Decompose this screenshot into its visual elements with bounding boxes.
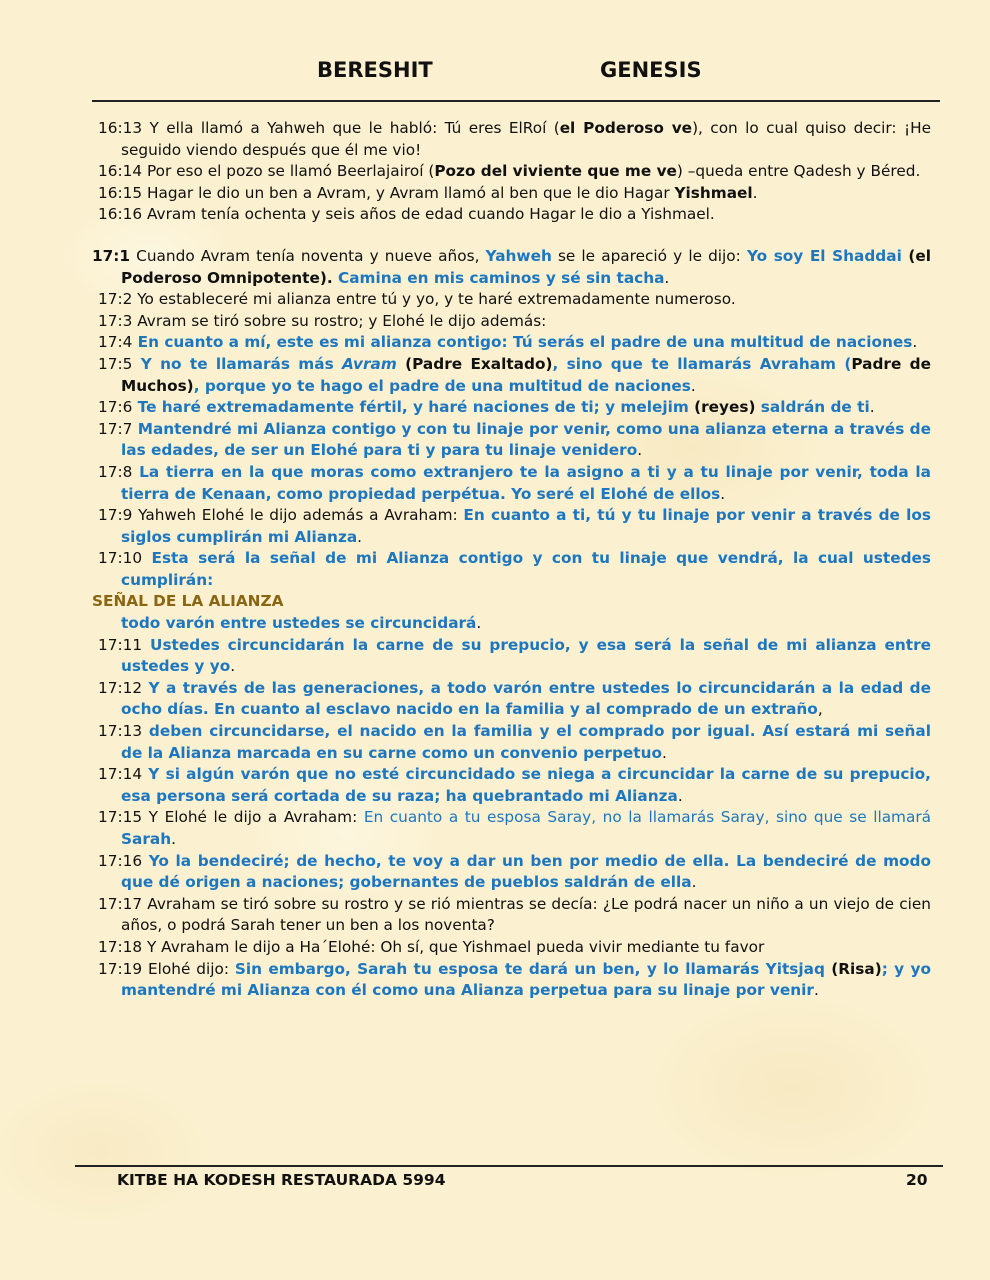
verse-speech-plain: En cuanto a tu esposa Saray, no la llamarás Saray, sino que se llamará — [363, 808, 931, 827]
verse-text: . — [869, 398, 875, 417]
verse-number: 17:14 — [98, 765, 143, 784]
verse-17-15 — [92, 807, 931, 850]
verse-text: ) –queda entre Qadesh y Béred. — [676, 162, 921, 181]
verse-17-1 — [92, 246, 931, 289]
verse-text: Hagar le dio un ben a Avram, y Avram llamó al ben que le dio Hagar — [142, 183, 675, 202]
verse-text: . — [677, 786, 683, 805]
verse-speech: Y a través de las generaciones, a todo varón entre ustedes lo circuncidarán a la edad de ocho días. En cuanto al esclavo nacido en la familia y al comprado de un extraño — [121, 678, 931, 719]
verse-17-17 — [92, 894, 931, 937]
verse-text: Avram tenía ochenta y seis años de edad cuando Hagar le dio a Yishmael. — [142, 205, 715, 224]
verse-17-10 — [92, 548, 931, 591]
verse-text: . — [637, 441, 643, 460]
verse-text: Yo estableceré mi alianza entre tú y yo, y te haré extremadamente numeroso. — [132, 290, 736, 309]
verse-speech: Y si algún varón que no esté circuncidado se niega a circuncidar la carne de su prepucio, esa persona será cortada de su raza; ha quebrantado mi Alianza — [121, 765, 931, 805]
verse-text: Por eso el pozo se llamó Beerlajairoí ( — [142, 162, 435, 181]
verse-speech: Sin embargo, Sarah tu esposa te dará un ben, y lo llamarás Yitsjaq — [234, 959, 832, 978]
verse-text: se le apareció y le dijo: — [551, 246, 747, 265]
verse-speech: Camina en mis caminos y sé sin tacha — [332, 268, 665, 287]
verse-17-4 — [92, 332, 931, 354]
page-footer — [0, 1171, 990, 1195]
verse-text: Avraham se tiró sobre su rostro y se rió mientras se decía: ¿Le podrá nacer un niño a un viejo de cien años, o podrá Sarah tener un ben a los noventa? — [121, 894, 931, 935]
verse-number: 16:14 — [98, 162, 143, 181]
header-hebrew-title: BERESHIT — [317, 58, 433, 82]
section-gap — [92, 226, 931, 246]
verse-speech: Te haré extremadamente fértil, y haré naciones de ti; y melejim — [132, 398, 695, 417]
verse-emphasis: Yishmael — [674, 183, 753, 202]
section-heading: SEÑAL DE LA ALIANZA — [92, 592, 284, 611]
page-number: 20 — [906, 1171, 928, 1189]
verse-17-9 — [92, 505, 931, 548]
verse-speech: Y no te llamarás más — [132, 354, 343, 373]
verse-17-2 — [92, 289, 931, 311]
verse-text: . — [230, 657, 236, 676]
verse-text: Cuando Avram tenía noventa y nueve años, — [130, 246, 486, 265]
verse-speech: , porque yo te hago el padre de una multitud de naciones — [193, 376, 691, 395]
footer-divider — [75, 1165, 943, 1167]
verse-text: . — [664, 268, 670, 287]
verse-text: Y ella llamó a Yahweh que le habló: Tú eres ElRoí ( — [142, 119, 560, 137]
scripture-text — [92, 118, 931, 1002]
verse-16-13 — [92, 118, 931, 161]
header-divider — [92, 100, 940, 102]
verse-speech: Sarah — [121, 830, 172, 848]
verse-emphasis: (el Poderoso Omnipotente). — [121, 246, 932, 287]
header-spanish-title: GENESIS — [600, 58, 702, 82]
verse-text: . — [912, 333, 918, 352]
verse-emphasis: (Risa) — [831, 959, 882, 978]
verse-text: ), con lo cual quiso decir: ¡He seguido viendo después que él me vio! — [121, 119, 931, 159]
verse-number: 17:2 — [98, 290, 133, 309]
verse-17-6 — [92, 397, 931, 419]
verse-17-3 — [92, 311, 931, 333]
verse-17-13 — [92, 721, 931, 764]
verse-number: 16:15 — [98, 183, 143, 202]
verse-17-18 — [92, 937, 931, 959]
verse-number: 17:19 — [98, 959, 143, 978]
verse-continuation — [92, 613, 931, 635]
verse-17-19 — [92, 959, 931, 1002]
verse-text: Y Avraham le dijo a Ha´Elohé: Oh sí, que Yishmael pueda vivir mediante tu favor — [142, 937, 765, 956]
verse-17-12 — [92, 678, 931, 721]
verse-number: 17:18 — [98, 937, 143, 956]
verse-text: , — [817, 700, 823, 719]
verse-speech: ; y yo mantendré mi Alianza con él como una Alianza perpetua para su linaje por venir — [121, 959, 931, 1000]
verse-speech: Mantendré mi Alianza contigo y con tu linaje por venir, como una alianza eterna a través de las edades, de ser un Elohé para ti y para tu linaje venidero — [121, 419, 931, 460]
verse-16-15 — [92, 183, 931, 205]
verse-emphasis: Pozo del viviente que me ve — [434, 162, 677, 181]
verse-number: 16:16 — [98, 205, 143, 224]
verse-number: 17:15 — [98, 808, 143, 827]
verse-text: Elohé dijo: — [142, 959, 235, 978]
verse-text: . — [476, 614, 482, 633]
verse-17-8 — [92, 462, 931, 505]
chapter-verse-number: 17:1 — [92, 246, 131, 265]
verse-number: 17:17 — [98, 894, 143, 913]
verse-text: Avram se tiró sobre su rostro; y Elohé le dijo además: — [132, 311, 547, 330]
verse-emphasis: (reyes) — [694, 398, 756, 417]
verse-16-14 — [92, 161, 931, 183]
verse-text: . — [357, 527, 363, 546]
verse-speech: Yo la bendeciré; de hecho, te voy a dar un ben por medio de ella. La bendeciré de modo que dé origen a naciones; gobernantes de pueblos saldrán de ella — [121, 851, 931, 892]
verse-number: 17:9 — [98, 506, 133, 525]
verse-number: 17:6 — [98, 398, 133, 417]
verse-text: . — [691, 873, 697, 892]
verse-number: 17:16 — [98, 851, 143, 870]
verse-speech: deben circuncidarse, el nacido en la familia y el comprado por igual. Así estará mi señal de la Alianza marcada en su carne como un convenio perpetuo — [121, 722, 931, 762]
verse-speech: , sino que te llamarás Avraham ( — [552, 354, 852, 373]
verse-number: 17:11 — [98, 635, 143, 654]
page-header — [0, 58, 990, 90]
verse-speech-italic: Avram — [342, 354, 397, 373]
verse-number: 17:5 — [98, 354, 133, 373]
verse-number: 17:10 — [98, 549, 143, 568]
verse-text: . — [813, 981, 819, 1000]
verse-text: Yahweh Elohé le dijo además a Avraham: — [132, 506, 464, 525]
verse-text: . — [690, 376, 696, 395]
verse-17-5 — [92, 354, 931, 397]
verse-text: . — [662, 743, 667, 762]
verse-emphasis: el Poderoso ve — [559, 119, 693, 137]
verse-speech: todo varón entre ustedes se circuncidará — [121, 614, 477, 633]
verse-number: 17:12 — [98, 678, 143, 697]
verse-emphasis: Padre de Muchos) — [121, 354, 931, 395]
verse-speech: Esta será la señal de mi Alianza contigo y con tu linaje que vendrá, la cual ustedes cumplirán: — [121, 549, 931, 589]
verse-speech: En cuanto a ti, tú y tu linaje por venir a través de los siglos cumplirán mi Alianza — [121, 506, 931, 546]
verse-number: 17:7 — [98, 419, 133, 438]
verse-emphasis: (Padre Exaltado) — [396, 354, 553, 373]
verse-number: 17:13 — [98, 722, 143, 741]
verse-text: . — [720, 484, 726, 503]
verse-speech: saldrán de ti — [755, 398, 870, 417]
verse-text: . — [171, 830, 176, 848]
verse-number: 16:13 — [98, 119, 143, 137]
verse-text: . — [752, 183, 758, 202]
verse-text: Y Elohé le dijo a Avraham: — [142, 808, 364, 827]
verse-17-14 — [92, 764, 931, 807]
verse-number: 17:4 — [98, 333, 133, 352]
verse-divine-name: Yahweh — [485, 246, 552, 265]
footer-book-title: KITBE HA KODESH RESTAURADA 5994 — [117, 1171, 446, 1189]
verse-speech: Yo soy El Shaddai — [746, 246, 902, 265]
verse-number: 17:8 — [98, 462, 133, 481]
verse-17-7 — [92, 419, 931, 462]
verse-17-16 — [92, 851, 931, 894]
verse-number: 17:3 — [98, 311, 133, 330]
verse-speech: La tierra en la que moras como extranjero te la asigno a ti y a tu linaje por venir, toda la tierra de Kenaan, como propiedad perpétua. Yo seré el Elohé de ellos — [121, 462, 931, 503]
verse-16-16 — [92, 204, 931, 226]
verse-speech: En cuanto a mí, este es mi alianza contigo: Tú serás el padre de una multitud de naciones — [132, 333, 913, 352]
verse-speech: Ustedes circuncidarán la carne de su prepucio, y esa será la señal de mi alianza entre ustedes y yo — [121, 635, 931, 676]
verse-17-11 — [92, 635, 931, 678]
